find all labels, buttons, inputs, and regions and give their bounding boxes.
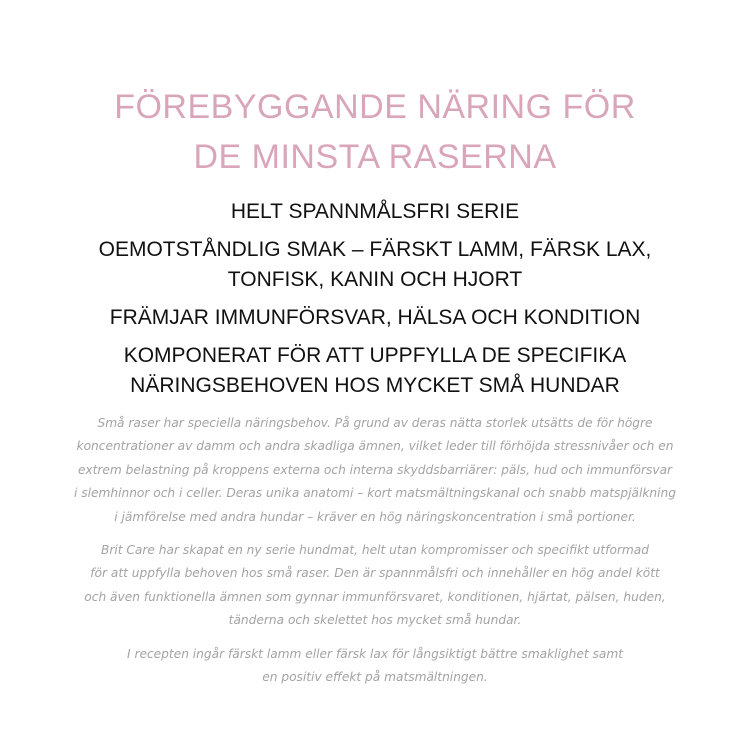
feature-line: KOMPONERAT FÖR ATT UPPFYLLA DE SPECIFIKA <box>123 344 627 367</box>
feature-item <box>40 303 710 333</box>
paragraph-line: tänderna och skelettet hos mycket små hundar. <box>228 613 522 628</box>
paragraph-line: en positiv effekt på matsmältningen. <box>262 670 488 685</box>
feature-line: NÄRINGSBEHOVEN HOS MYCKET SMÅ HUNDAR <box>130 374 620 397</box>
paragraph-line: i slemhinnor och i celler. Deras unika anatomi – kort matsmältningskanal och snabb matspjälkning <box>74 486 676 501</box>
feature-line: HELT SPANNMÅLSFRI SERIE <box>230 200 520 223</box>
paragraph-line: Små raser har speciella näringsbehov. På grund av deras nätta storlek utsätts de för högre <box>97 416 653 430</box>
paragraph-line: koncentrationer av damm och andra skadliga ämnen, vilket leder till förhöjda stressnivåer och en <box>76 439 674 454</box>
feature-item <box>40 235 710 295</box>
paragraph-line: i jämförelse med andra hundar – kräver en hög näringskoncentration i små portioner. <box>114 509 636 524</box>
feature-item <box>40 341 710 401</box>
feature-line: TONFISK, KANIN OCH HJORT <box>227 268 523 291</box>
feature-line: FRÄMJAR IMMUNFÖRSVAR, HÄLSA OCH KONDITION <box>109 306 641 329</box>
paragraph-line: Brit Care har skapat en ny serie hundmat, helt utan kompromisser och specifikt utformad <box>101 543 649 558</box>
description <box>55 412 695 699</box>
description-paragraph <box>55 643 695 690</box>
feature-list <box>40 197 710 409</box>
feature-item <box>40 197 710 227</box>
paragraph-line: och även funktionella ämnen som gynnar immunförsvaret, konditionen, hjärtat, pälsen, huden, <box>84 589 666 604</box>
page-title <box>0 82 750 182</box>
title-line: DE MINSTA RASERNA <box>193 138 557 176</box>
title-line: FÖREBYGGANDE NÄRING FÖR <box>114 88 636 126</box>
paragraph-line: I recepten ingår färskt lamm eller färsk lax för långsiktigt bättre smaklighet samt <box>127 646 623 661</box>
description-paragraph <box>55 412 695 529</box>
paragraph-line: extrem belastning på kroppens externa och interna skyddsbarriärer: päls, hud och immunförsvar <box>77 462 673 477</box>
feature-line: OEMOTSTÅNDLIG SMAK – FÄRSKT LAMM, FÄRSK LAX, <box>98 238 652 261</box>
paragraph-line: för att uppfylla behoven hos små raser. Den är spannmålsfri och innehåller en hög andel kött <box>90 566 660 581</box>
description-paragraph <box>55 539 695 633</box>
